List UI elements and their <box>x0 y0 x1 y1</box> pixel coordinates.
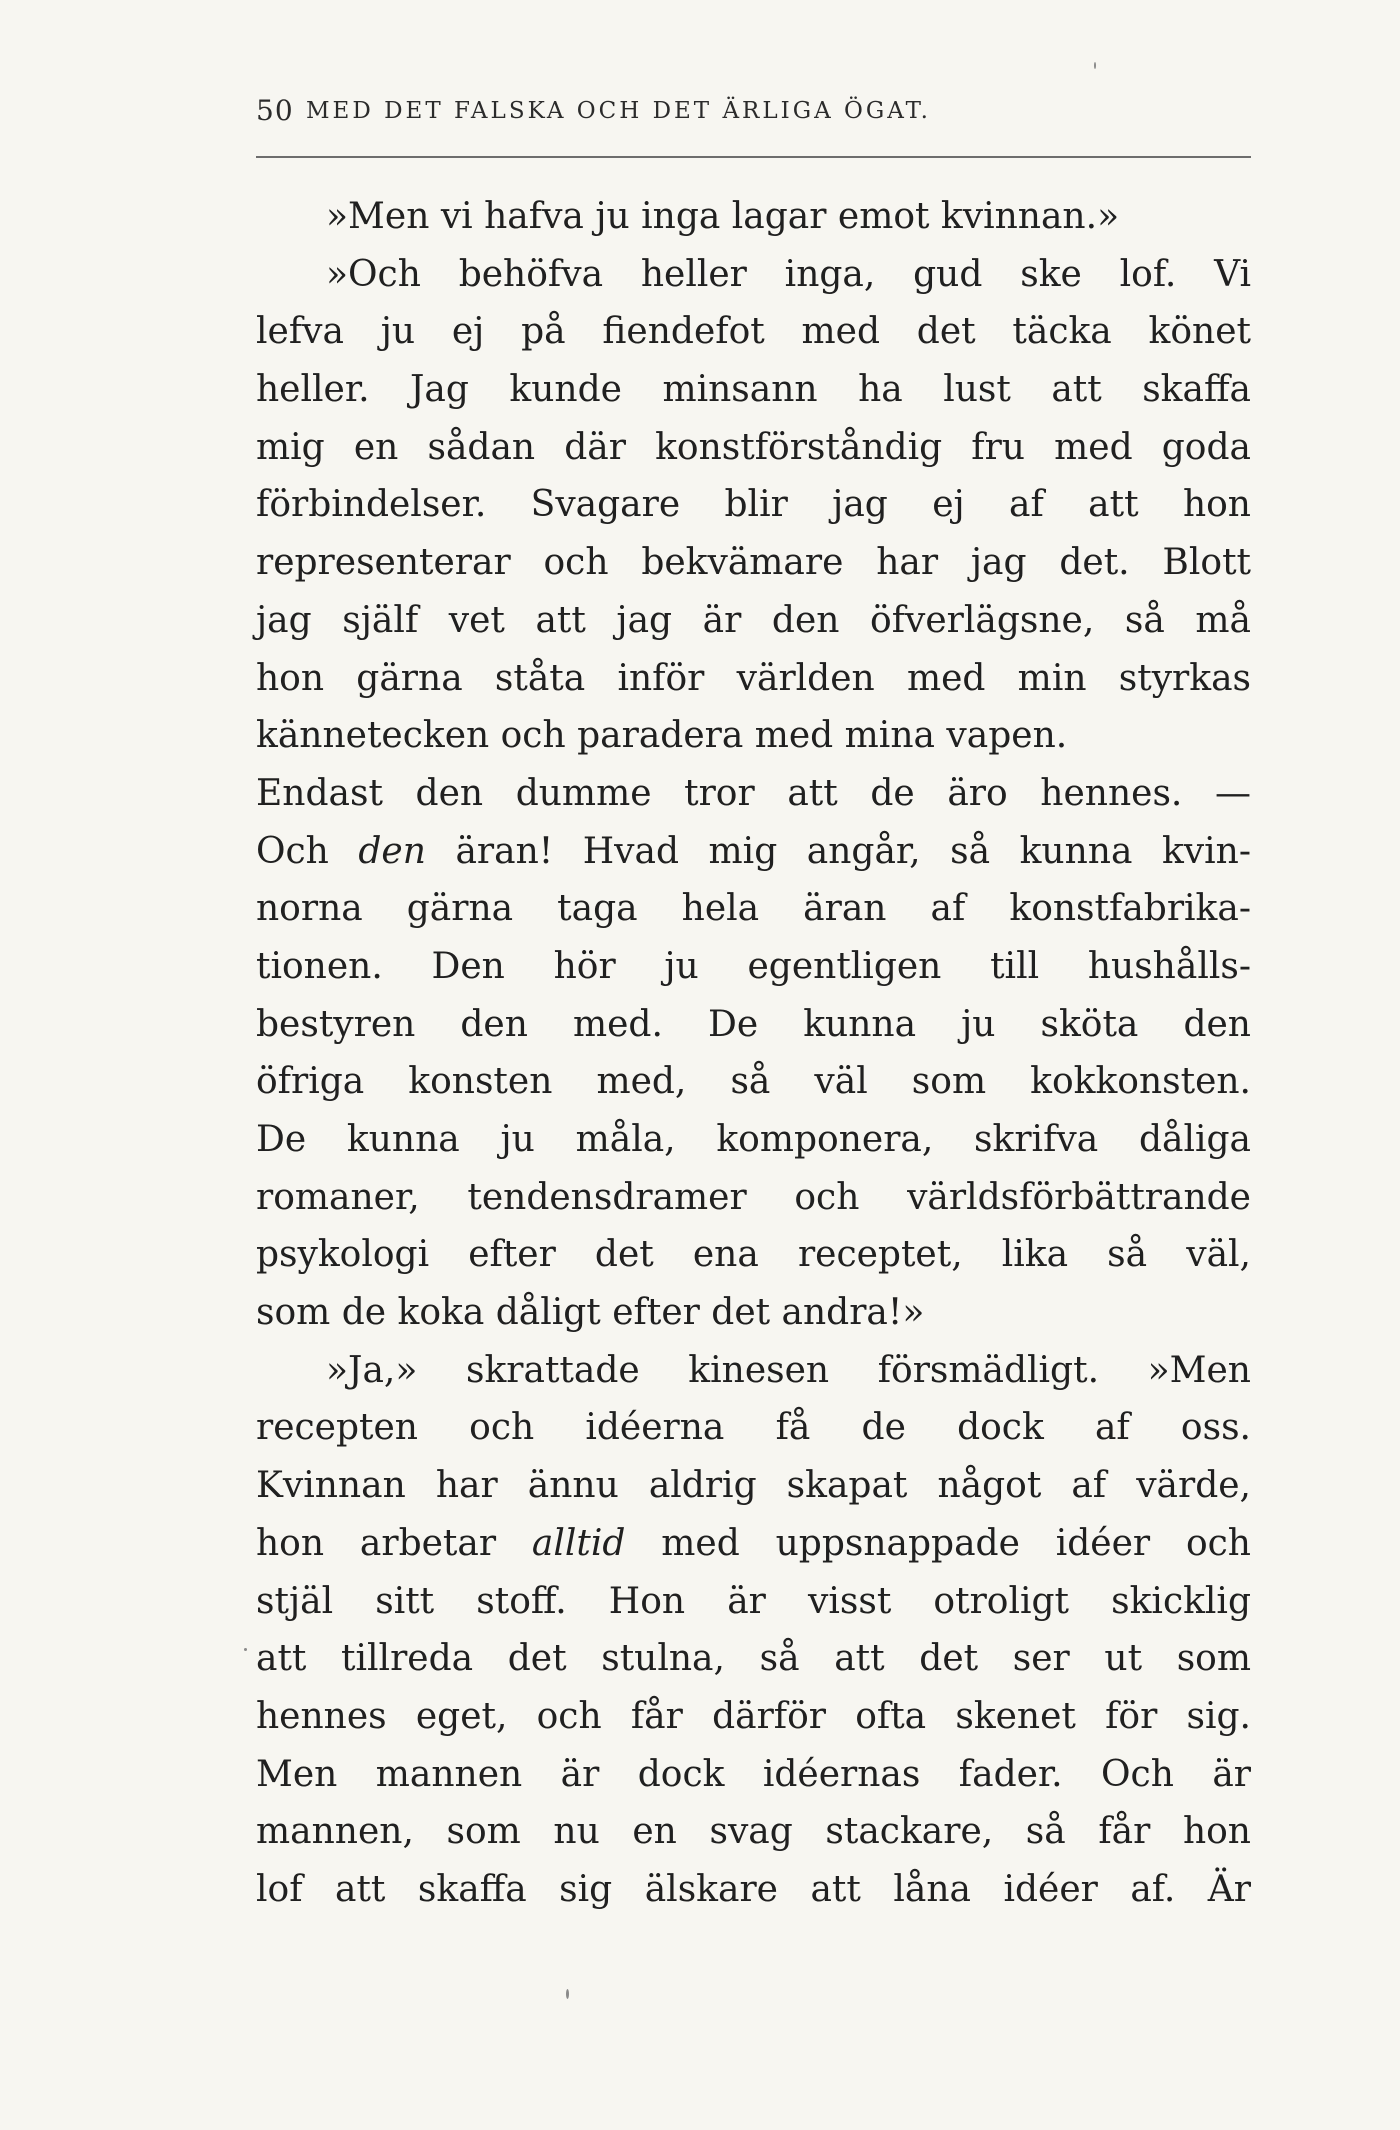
text-segment: hon arbetar <box>256 1522 532 1564</box>
text-line <box>256 1515 1251 1573</box>
text-line <box>256 823 1251 881</box>
text-line: »Men vi hafva ju inga lagar emot kvinnan.» <box>326 196 1120 237</box>
text-line: hon gärna ståta inför världen med min styrkas <box>256 657 1251 699</box>
text-line: representerar och bekvämare har jag det. Blott <box>256 542 1251 584</box>
text-line: Endast den dumme tror att de äro hennes. — <box>256 772 1251 814</box>
text-line: öfriga konsten med, så väl som kokkonsten. <box>256 1061 1251 1103</box>
text-line: stjäl sitt stoff. Hon är visst otroligt skicklig <box>256 1580 1251 1622</box>
text-line: psykologi efter det ena receptet, lika så väl, <box>256 1234 1251 1276</box>
text-line: mannen, som nu en svag stackare, så får hon <box>256 1811 1251 1853</box>
text-line: »Ja,» skrattade kinesen försmädligt. »Men <box>326 1349 1251 1391</box>
scan-speck <box>566 1989 569 1999</box>
text-line: romaner, tendensdramer och världsförbättrande <box>256 1176 1251 1218</box>
text-line: lefva ju ej på fiendefot med det täcka könet <box>256 311 1251 353</box>
page-number: 50 <box>256 94 294 127</box>
text-line: att tillreda det stulna, så att det ser ut som <box>256 1638 1251 1680</box>
text-line: heller. Jag kunde minsann ha lust att skaffa <box>256 369 1251 411</box>
text-line: norna gärna taga hela äran af konstfabrika- <box>256 888 1251 930</box>
emphasized-word: alltid <box>531 1522 626 1564</box>
running-head <box>256 94 1256 144</box>
text-line: Kvinnan har ännu aldrig skapat något af värde, <box>256 1465 1251 1507</box>
text-line: Men mannen är dock idéernas fader. Och är <box>256 1753 1251 1795</box>
text-line: »Och behöfva heller inga, gud ske lof. Vi <box>326 253 1251 295</box>
text-segment: Och <box>256 830 359 872</box>
text-segment: med uppsnappade idéer och <box>625 1522 1251 1564</box>
text-line: bestyren den med. De kunna ju sköta den <box>256 1003 1251 1045</box>
scan-speck <box>244 1648 247 1651</box>
text-segment: äran! Hvad mig angår, så kunna kvin- <box>425 830 1251 872</box>
text-line: hennes eget, och får därför ofta skenet för sig. <box>256 1695 1251 1737</box>
header-rule <box>256 156 1251 158</box>
scan-speck <box>1094 62 1096 69</box>
text-line: lof att skaffa sig älskare att låna idéer af. Är <box>256 1868 1251 1910</box>
text-line: mig en sådan där konstförståndig fru med goda <box>256 426 1251 468</box>
text-line: tionen. Den hör ju egentligen till hushålls- <box>256 945 1251 987</box>
body-text <box>256 188 1251 1919</box>
text-line: De kunna ju måla, komponera, skrifva dåliga <box>256 1119 1251 1160</box>
text-line: som de koka dåligt efter det andra!» <box>256 1292 925 1334</box>
text-line: recepten och idéerna få de dock af oss. <box>256 1407 1251 1449</box>
emphasized-word: den <box>358 830 426 872</box>
text-line: kännetecken och paradera med mina vapen. <box>256 715 1068 757</box>
text-line: jag själf vet att jag är den öfverlägsne, så må <box>256 599 1251 641</box>
running-title: MED DET FALSKA OCH DET ÄRLIGA ÖGAT. <box>306 98 931 124</box>
text-line: förbindelser. Svagare blir jag ej af att hon <box>256 484 1251 526</box>
